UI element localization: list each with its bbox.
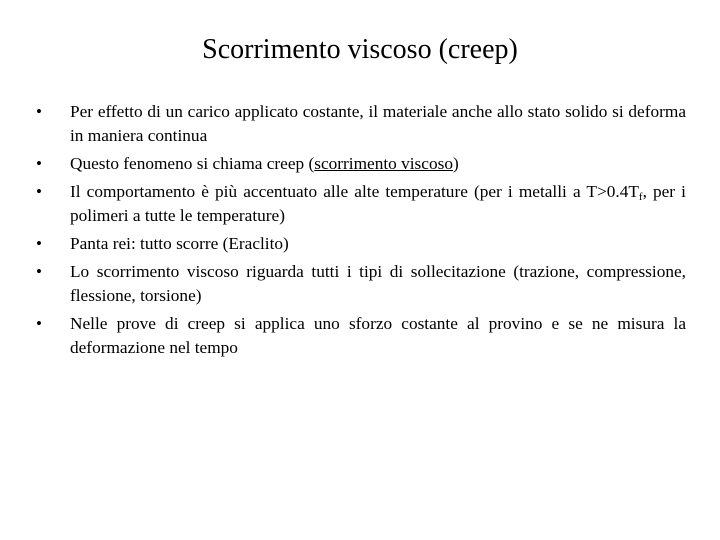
bullet-text: Per effetto di un carico applicato costante, il materiale anche allo stato solido si deforma in maniera continua bbox=[70, 102, 686, 145]
bullet-text-before: Questo fenomeno si chiama creep ( bbox=[70, 154, 315, 173]
bullet-item bbox=[36, 232, 686, 256]
bullet-text-before: Il comportamento è più accentuato alle alte temperature (per i metalli a T>0.4T bbox=[70, 182, 639, 201]
bullet-icon: • bbox=[36, 182, 42, 201]
bullet-icon: • bbox=[36, 314, 42, 333]
bullet-list bbox=[36, 100, 686, 364]
bullet-text-after: , per i polimeri a tutte le temperature) bbox=[70, 182, 686, 225]
underlined-term: scorrimento viscoso bbox=[314, 154, 453, 173]
slide-title: Scorrimento viscoso (creep) bbox=[202, 34, 518, 65]
bullet-item bbox=[36, 312, 686, 360]
bullet-item bbox=[36, 152, 686, 176]
bullet-icon: • bbox=[36, 102, 42, 121]
bullet-text-after: ) bbox=[452, 154, 459, 173]
bullet-item bbox=[36, 100, 686, 148]
subscript-f: f bbox=[638, 191, 643, 203]
bullet-icon: • bbox=[36, 234, 42, 253]
bullet-text: Lo scorrimento viscoso riguarda tutti i tipi di sollecitazione (trazione, compressione, flessione, torsione) bbox=[70, 262, 686, 305]
bullet-icon: • bbox=[36, 262, 42, 281]
bullet-text: Nelle prove di creep si applica uno sforzo costante al provino e se ne misura la deformazione nel tempo bbox=[70, 314, 686, 357]
bullet-item bbox=[36, 180, 686, 228]
bullet-item bbox=[36, 260, 686, 308]
bullet-icon: • bbox=[36, 154, 42, 173]
bullet-text: Panta rei: tutto scorre (Eraclito) bbox=[70, 234, 289, 253]
